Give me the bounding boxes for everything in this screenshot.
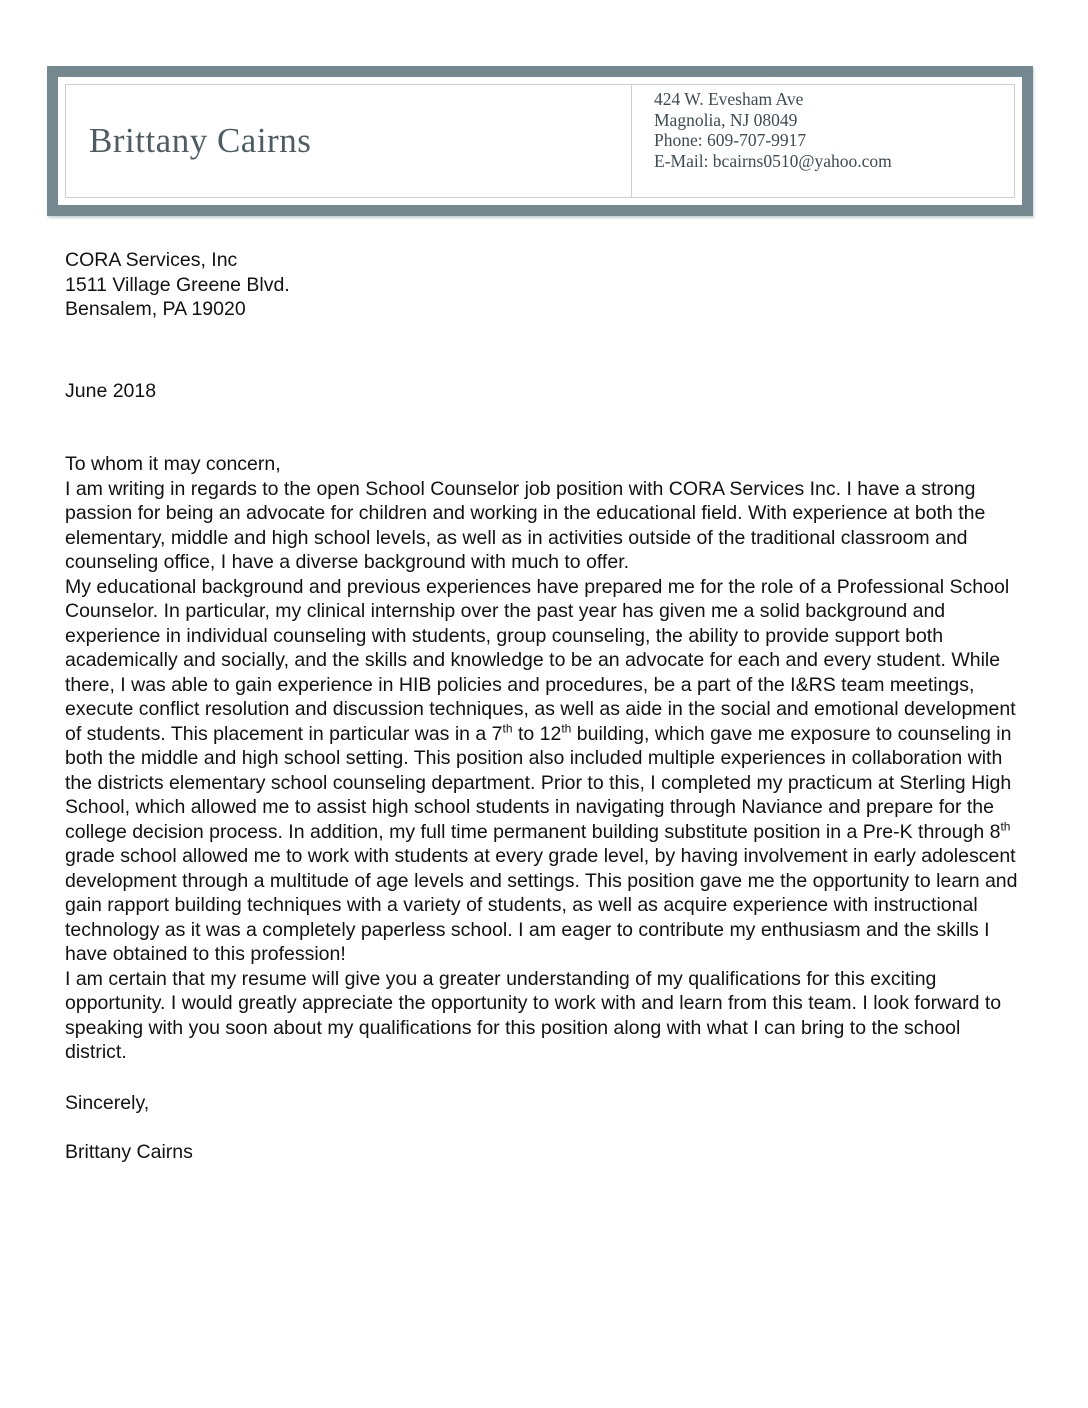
- closing-line: Sincerely,: [65, 1091, 150, 1114]
- recipient-street: 1511 Village Greene Blvd.: [65, 273, 290, 296]
- recipient-name: CORA Services, Inc: [65, 249, 238, 271]
- paragraph-intro: I am writing in regards to the open School Counselor job position with CORA Services Inc. I have a strong passion for being an advocate for children and working in the educational field. With experience at both the elementary, middle and high school levels, as well as in activities outside of the traditional classroom and counseling office, I have a diverse background with much to offer.: [65, 477, 986, 573]
- contact-phone-line: Phone: 609-707-9917: [654, 130, 807, 150]
- paragraph-experience: My educational background and previous experiences have prepared me for the role of a Professional School Counselor. In particular, my clinical internship over the past year has given me a solid background and experience in individual counseling with students, group counseling, the ability to provide support both academically and socially, and the skills and knowledge to be an advocate for each and every student. While there, I was able to gain experience in HIB policies and procedures, be a part of the I&RS team meetings, execute conflict resolution and discussion techniques, as well as aide in the social and emotional development of students. This placement in particular was in a 7th to 12th building, which gave me exposure to counseling in both the middle and high school setting. This position also included multiple experiences in collaboration with the districts elementary school counseling department. Prior to this, I completed my practicum at Sterling High School, which allowed me to assist high school students in navigating through Naviance and prepare for the college decision process. In addition, my full time permanent building substitute position in a Pre-K through 8th grade school allowed me to work with students at every grade level, by having involvement in early adolescent development through a multitude of age levels and settings. This position gave me the opportunity to learn and gain rapport building techniques with a variety of students, as well as acquire experience with instructional technology as it was a completely paperless school. I am eager to contribute my enthusiasm and the skills I have obtained to this profession!: [65, 575, 1018, 965]
- contact-city-line: Magnolia, NJ 08049: [654, 109, 798, 130]
- letterhead-name-cell: [66, 85, 632, 197]
- signature-name: Brittany Cairns: [65, 1141, 193, 1163]
- date-line: June 2018: [65, 379, 157, 402]
- sender-name: Brittany Cairns: [89, 121, 312, 160]
- letter-body: [65, 248, 1023, 1165]
- contact-street-line: 424 W. Evesham Ave: [654, 89, 804, 109]
- recipient-city: Bensalem, PA 19020: [65, 298, 246, 320]
- contact-email-line: E-Mail: bcairns0510@yahoo.com: [654, 150, 892, 171]
- letterhead-inner-box: [65, 84, 1015, 198]
- salutation: To whom it may concern,: [65, 453, 281, 475]
- letterhead: [47, 66, 1033, 216]
- recipient-address-block: [65, 248, 1023, 322]
- paragraph-closing-pitch: I am certain that my resume will give you a greater understanding of my qualifications for this exciting opportunity. I would greatly appreciate the opportunity to work with and learn from this team. I look forward to speaking with you soon about my qualifications for this position along with what I can bring to the school district.: [65, 967, 1002, 1063]
- letterhead-contact-block: [632, 85, 1014, 197]
